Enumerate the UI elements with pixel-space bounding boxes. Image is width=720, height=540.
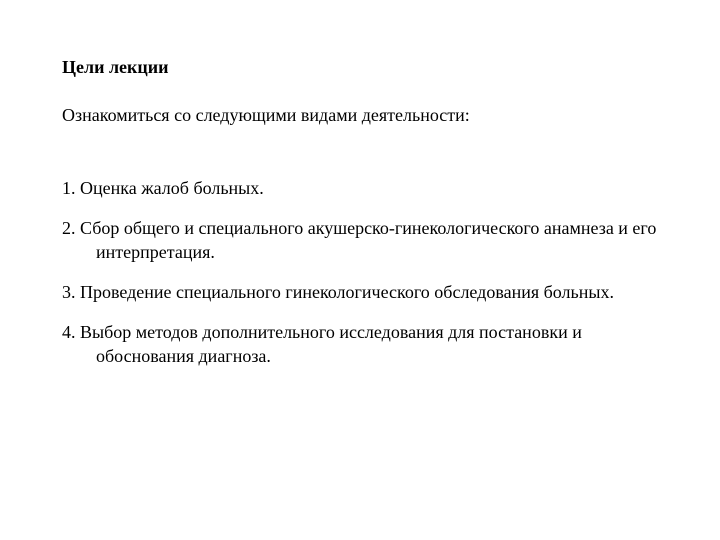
list-item: 1. Оценка жалоб больных. <box>62 178 264 198</box>
list-item: 3. Проведение специального гинекологического обследования больных. <box>62 282 614 302</box>
slide-intro: Ознакомиться со следующими видами деятельности: <box>62 105 470 125</box>
list-item: 4. Выбор методов дополнительного исследования для постановки и обоснования диагноза. <box>62 322 582 366</box>
list-item: 2. Сбор общего и специального акушерско-гинекологического анамнеза и его интерпретация. <box>62 218 657 262</box>
objectives-list <box>62 176 682 384</box>
slide-title: Цели лекции <box>62 57 169 77</box>
